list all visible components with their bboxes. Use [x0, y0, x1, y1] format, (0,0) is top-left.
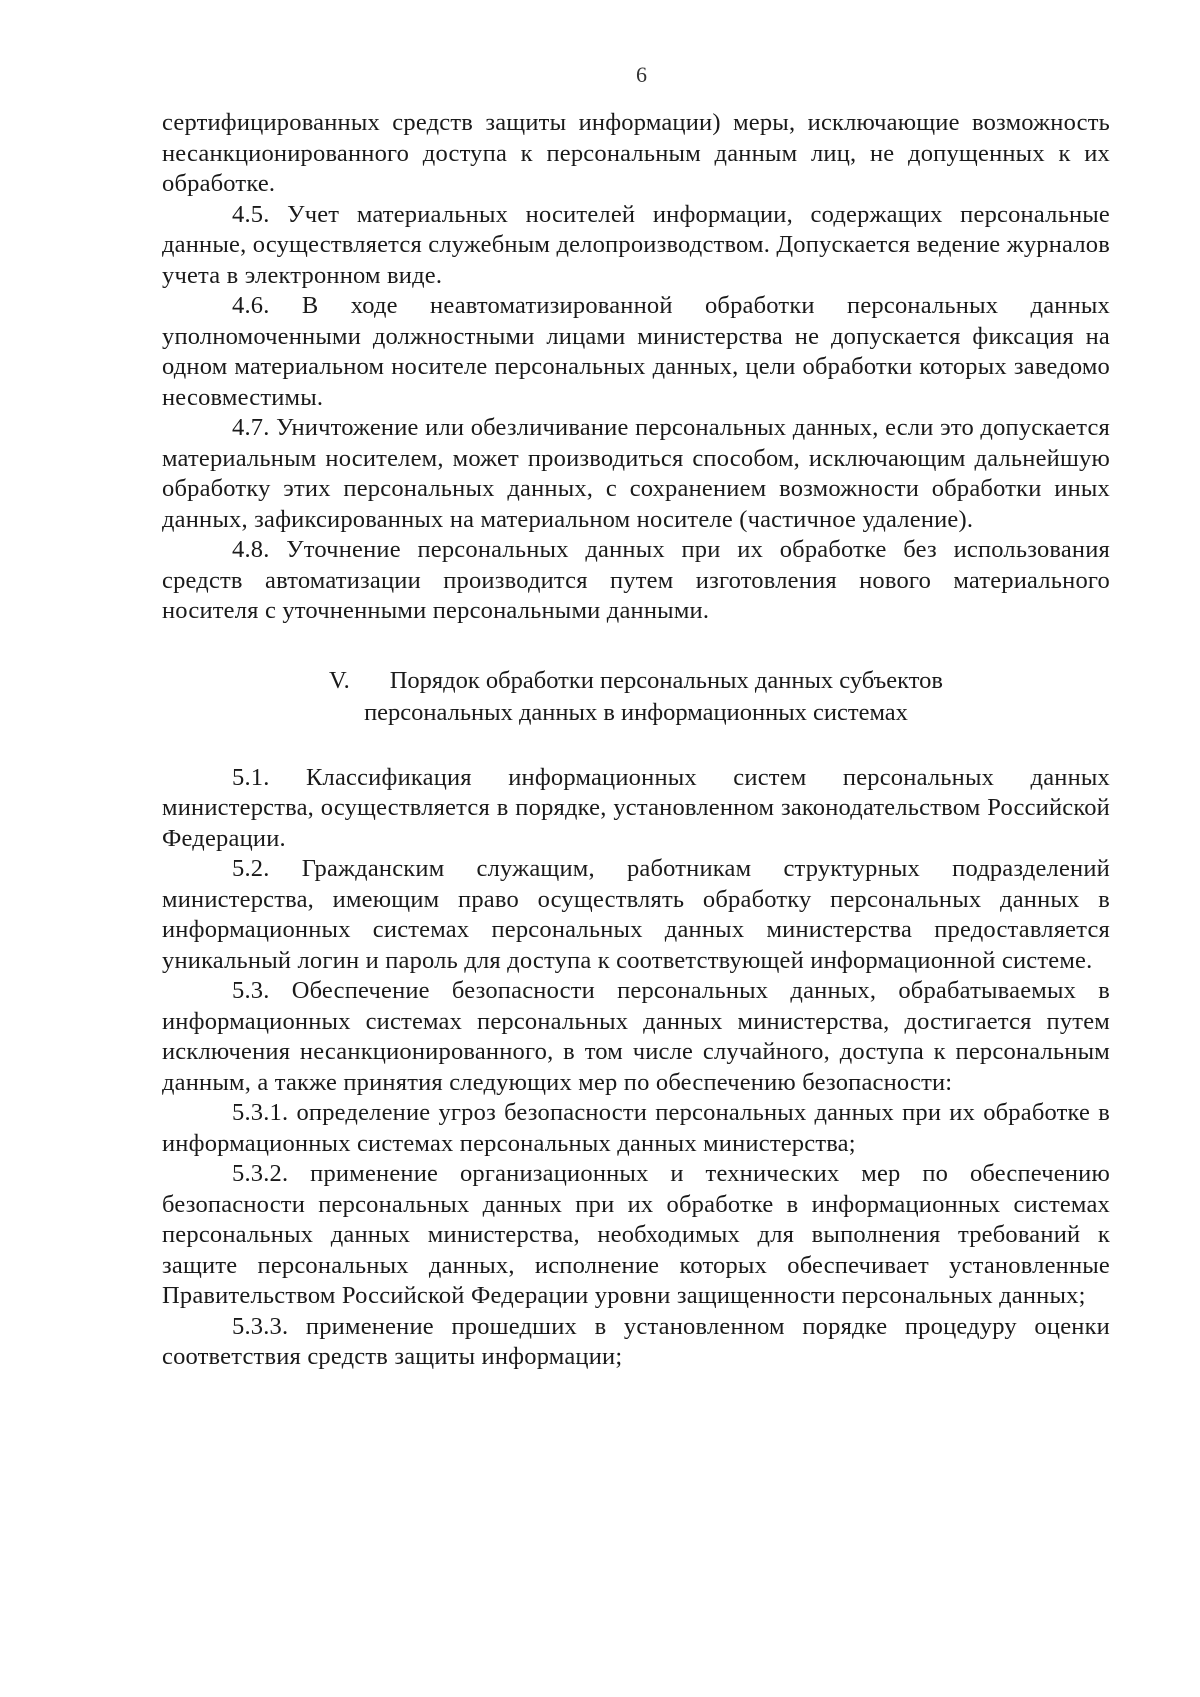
paragraph-5-3: 5.3. Обеспечение безопасности персональных данных, обрабатываемых в информационных системах персональных данных министерства, достигается путем исключения несанкционированного, в том числе случайного, доступа к персональным данным, а также принятия следующих мер по обеспечению безопасности:	[162, 977, 1110, 1096]
section-title-line-1: Порядок обработки персональных данных субъектов	[389, 666, 943, 694]
page-number: 6	[636, 62, 647, 87]
paragraph-5-3-2: 5.3.2. применение организационных и технических мер по обеспечению безопасности персональных данных при их обработке в информационных системах персональных данных министерства, необходимых для выполнения требований к защите персональных данных, исполнение которых обеспечивает установленные Правительством Российской Федерации уровни защищенности персональных данных;	[162, 1160, 1110, 1309]
paragraph-5-1: 5.1. Классификация информационных систем персональных данных министерства, осуществляется в порядке, установленном законодательством Российской Федерации.	[162, 763, 1110, 852]
paragraph-5-2: 5.2. Гражданским служащим, работникам структурных подразделений министерства, имеющим право осуществлять обработку персональных данных в информационных системах персональных данных министерства предоставляется уникальный логин и пароль для доступа к соответствующей информационной системе.	[162, 855, 1110, 974]
paragraph-4-6: 4.6. В ходе неавтоматизированной обработки персональных данных уполномоченными должностными лицами министерства не допускается фиксация на одном материальном носителе персональных данных, цели обработки которых заведомо несовместимы.	[162, 292, 1110, 411]
paragraph-5-3-3: 5.3.3. применение прошедших в установленном порядке процедуру оценки соответствия средств защиты информации;	[162, 1312, 1110, 1370]
document-page	[162, 0, 1110, 1697]
section-number: V.	[329, 666, 350, 694]
paragraph-continuation: сертифицированных средств защиты информации) меры, исключающие возможность несанкционированного доступа к персональным данным лиц, не допущенных к их обработке.	[162, 109, 1110, 197]
paragraph-4-5: 4.5. Учет материальных носителей информации, содержащих персональные данные, осуществляется служебным делопроизводством. Допускается ведение журналов учета в электронном виде.	[162, 200, 1110, 289]
document-body	[162, 108, 1110, 1373]
paragraph-5-3-1: 5.3.1. определение угроз безопасности персональных данных при их обработке в информационных системах персональных данных министерства;	[162, 1099, 1110, 1157]
section-title-line-2: персональных данных в информационных системах	[364, 698, 908, 726]
section-heading	[162, 665, 1110, 729]
paragraph-4-7: 4.7. Уничтожение или обезличивание персональных данных, если это допускается материальным носителем, может производиться способом, исключающим дальнейшую обработку этих персональных данных, с сохранением возможности обработки иных данных, зафиксированных на материальном носителе (частичное удаление).	[162, 414, 1110, 533]
paragraph-4-8: 4.8. Уточнение персональных данных при их обработке без использования средств автоматизации производится путем изготовления нового материального носителя с уточненными персональными данными.	[162, 536, 1110, 624]
